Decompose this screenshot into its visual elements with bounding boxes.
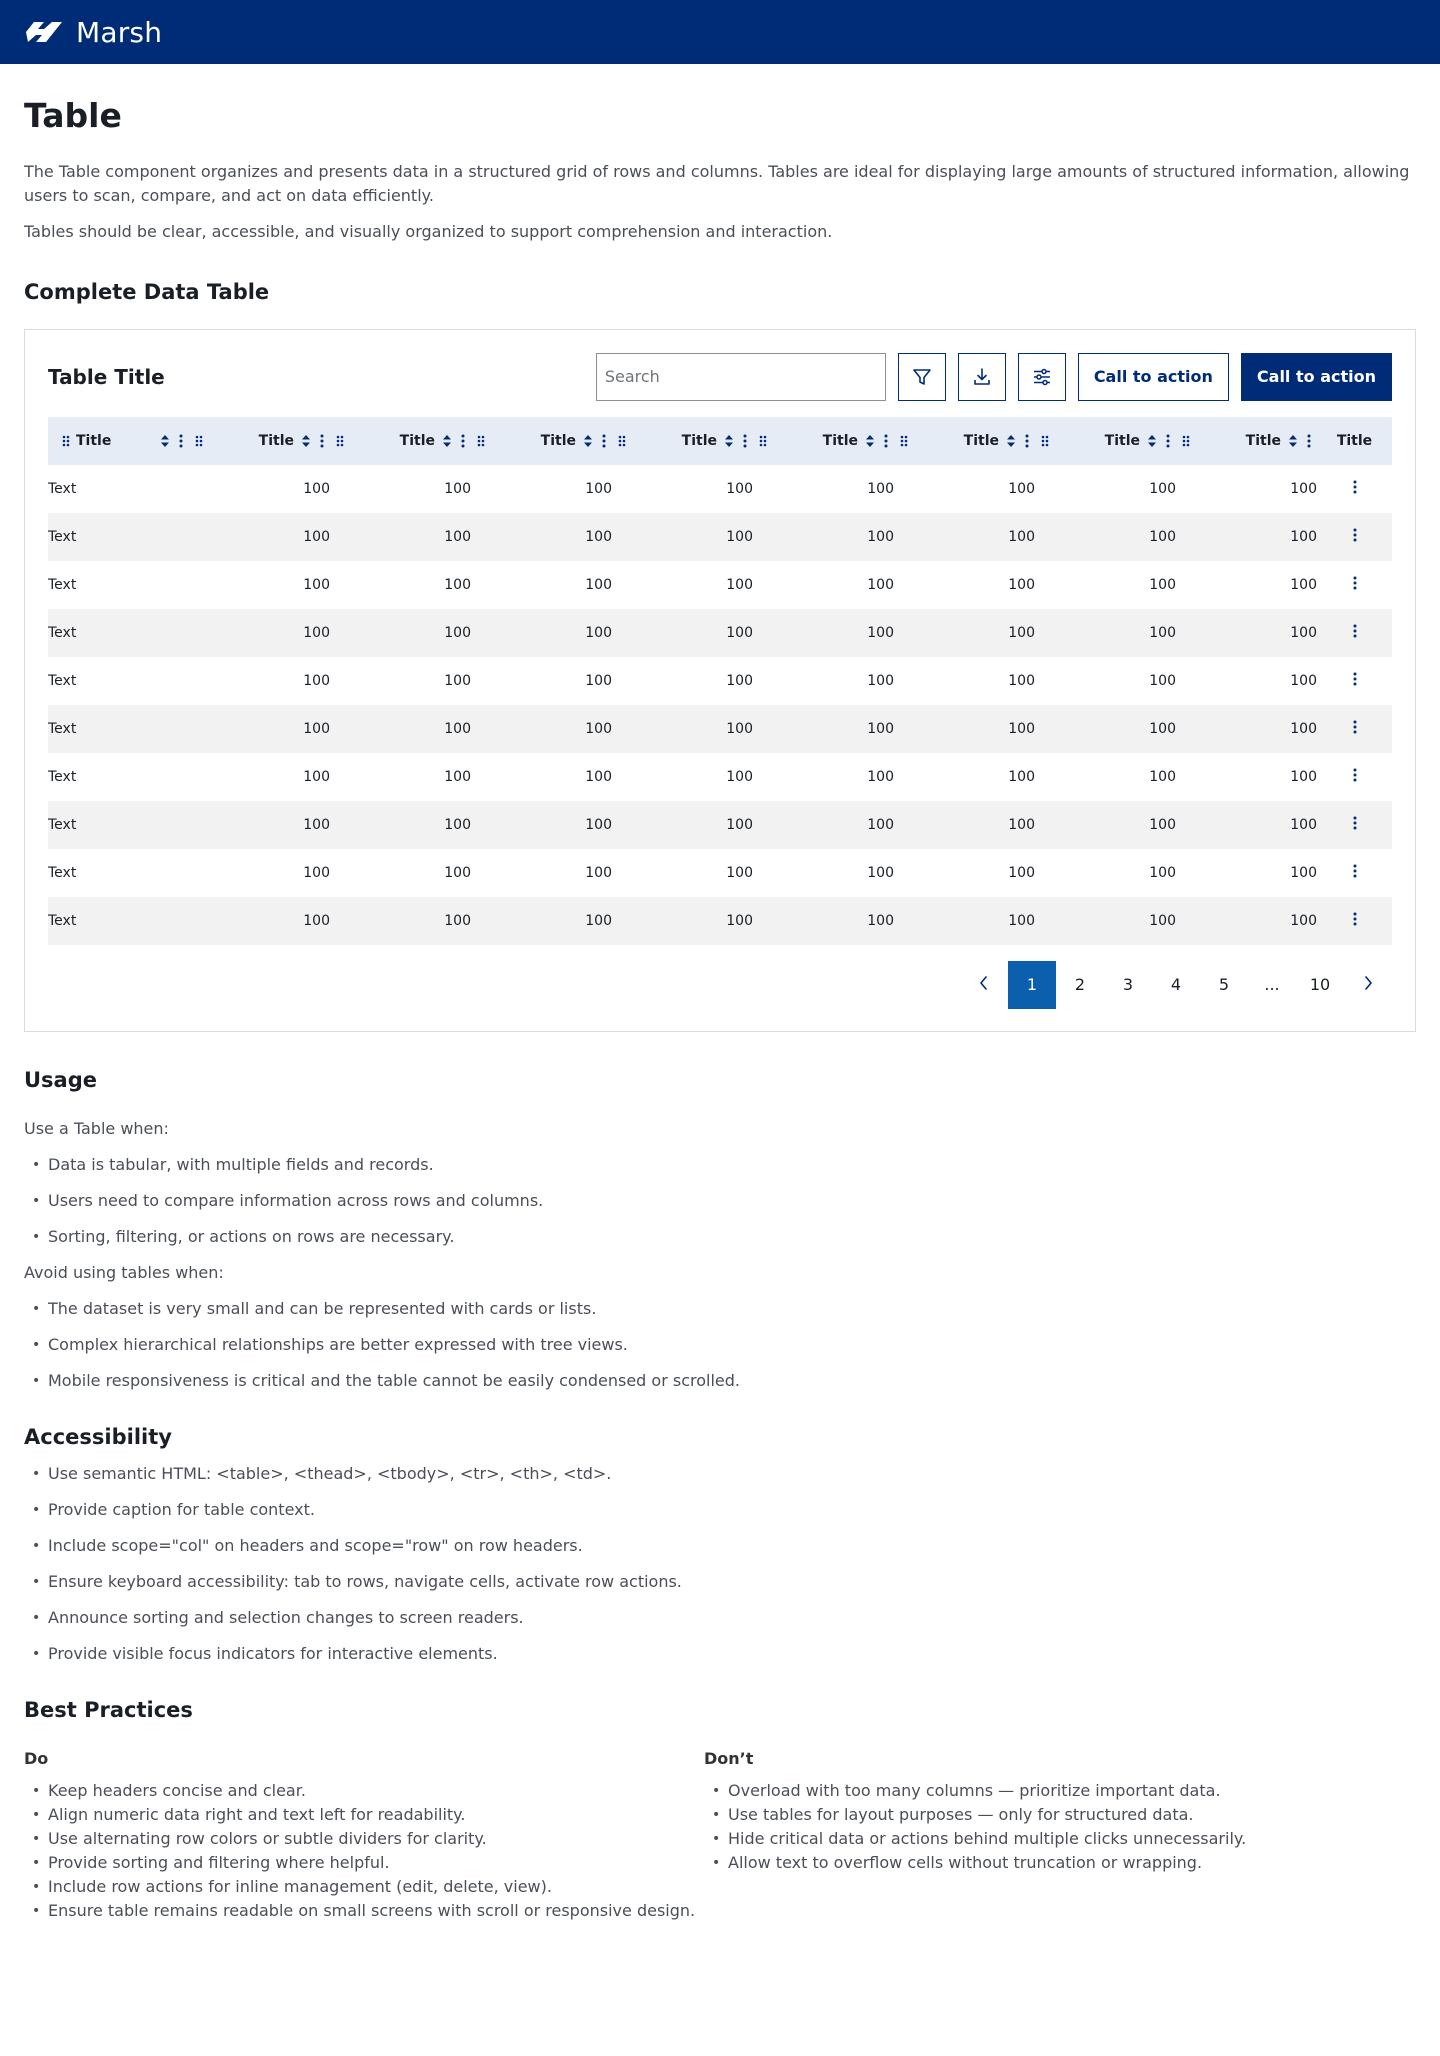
row-actions-icon[interactable] [1353, 864, 1357, 878]
drag-handle-icon[interactable] [62, 435, 70, 447]
column-menu-icon[interactable] [461, 434, 465, 448]
table-cell-text: Text [48, 513, 189, 561]
table-cell-number: 100 [585, 864, 612, 881]
main-content [0, 96, 1440, 2013]
column-header[interactable] [894, 417, 1035, 465]
table-cell-number: 100 [471, 801, 612, 849]
table-cell-number: 100 [303, 672, 330, 689]
column-header-content [189, 417, 330, 465]
intro-paragraph: Tables should be clear, accessible, and visually organized to support comprehension and interaction. [24, 221, 833, 241]
row-actions-icon[interactable] [1353, 672, 1357, 686]
table-cell-number: 100 [189, 513, 330, 561]
accessibility-list-item: • Announce sorting and selection changes to screen readers. [24, 1606, 1416, 1630]
table-cell-text: Text [48, 576, 77, 593]
table-cell-number: 100 [303, 768, 330, 785]
table-row[interactable] [48, 657, 1392, 705]
dont-list-item: • Allow text to overflow cells without truncation or wrapping. [704, 1851, 1384, 1875]
table-cell-number: 100 [1290, 480, 1317, 497]
usage-list-item: • Users need to compare information across rows and columns. [24, 1189, 1416, 1213]
row-actions-cell [1317, 657, 1392, 705]
table-cell-number: 100 [1149, 864, 1176, 881]
do-heading: Do [24, 1749, 49, 1769]
drag-handle-icon[interactable] [477, 435, 485, 447]
table-cell-number: 100 [612, 801, 753, 849]
settings-button[interactable] [1018, 353, 1066, 401]
table-cell-number: 100 [867, 480, 894, 497]
drag-handle-icon[interactable] [195, 435, 203, 447]
table-cell-number: 100 [189, 609, 330, 657]
table-row[interactable] [48, 753, 1392, 801]
table-cell-number: 100 [1149, 672, 1176, 689]
table-cell-number: 100 [1176, 705, 1317, 753]
column-header[interactable] [330, 417, 471, 465]
page-number-button[interactable]: 10 [1309, 975, 1331, 995]
chevron-left-icon [979, 975, 989, 994]
table-cell-text: Text [48, 672, 77, 689]
download-button[interactable] [958, 353, 1006, 401]
table-cell-number: 100 [1008, 576, 1035, 593]
table-cell-number: 100 [444, 768, 471, 785]
filter-icon [912, 367, 932, 387]
drag-handle-icon[interactable] [618, 435, 626, 447]
table-cell-number: 100 [612, 705, 753, 753]
table-title: Table Title [48, 364, 165, 389]
table-cell-number: 100 [612, 609, 753, 657]
column-menu-icon[interactable] [320, 434, 324, 448]
pagination [48, 961, 1392, 1009]
sort-icon[interactable] [1007, 435, 1015, 447]
column-header-label: Title [76, 432, 112, 449]
row-actions-cell [1317, 609, 1392, 657]
table-cell-number: 100 [894, 897, 1035, 945]
call-to-action-secondary-button[interactable]: Call to action [1078, 353, 1229, 401]
page-number-button[interactable]: 4 [1170, 975, 1182, 995]
column-header[interactable] [48, 417, 189, 465]
row-actions-cell [1317, 897, 1392, 945]
table-cell-number: 100 [1290, 672, 1317, 689]
table-cell-number: 100 [867, 864, 894, 881]
table-cell-number: 100 [726, 672, 753, 689]
table-row[interactable] [48, 897, 1392, 945]
row-actions-cell [1317, 561, 1392, 609]
do-list [24, 1779, 704, 1923]
table-cell-number: 100 [1008, 672, 1035, 689]
column-header[interactable] [612, 417, 753, 465]
page-title: Table [24, 96, 122, 135]
table-cell-number: 100 [1149, 768, 1176, 785]
column-header-label: Title [540, 432, 576, 449]
brand-name: Marsh [76, 15, 163, 49]
table-row[interactable] [48, 513, 1392, 561]
table-cell-text: Text [48, 768, 77, 785]
table-cell-number: 100 [1176, 513, 1317, 561]
top-bar [0, 0, 1440, 64]
do-list-item: • Align numeric data right and text left for readability. [24, 1803, 704, 1827]
sort-icon[interactable] [443, 435, 451, 447]
table-cell-number: 100 [1008, 864, 1035, 881]
section-title-accessibility: Accessibility [24, 1424, 172, 1449]
sort-icon[interactable] [1148, 435, 1156, 447]
table-cell-text: Text [48, 609, 189, 657]
page-number-button[interactable]: 5 [1218, 975, 1230, 995]
intro-paragraph: The Table component organizes and presents data in a structured grid of rows and columns. Tables are ideal for displaying large amounts of structured information, allowing users to scan, compare, and act on data efficiently. [24, 161, 1410, 205]
table-row[interactable] [48, 561, 1392, 609]
table-cell-number: 100 [753, 609, 894, 657]
column-menu-icon[interactable] [179, 434, 183, 448]
column-header-label: Title [681, 432, 717, 449]
usage-lead-text: Use a Table when: [24, 1118, 169, 1138]
table-cell-number: 100 [471, 513, 612, 561]
column-menu-icon[interactable] [1166, 434, 1170, 448]
brand-logo[interactable] [24, 16, 162, 49]
table-body [48, 465, 1392, 945]
marsh-logo-icon [24, 19, 66, 45]
call-to-action-primary-button[interactable]: Call to action [1241, 353, 1392, 401]
column-header[interactable] [1176, 417, 1317, 465]
row-actions-icon[interactable] [1353, 912, 1357, 926]
table-cell-text: Text [48, 480, 77, 497]
page-number-button[interactable]: 1 [1008, 961, 1056, 1009]
table-header-bar [48, 353, 1392, 401]
table-cell-number: 100 [330, 705, 471, 753]
column-header-label: Title [1104, 432, 1140, 449]
column-header-content [753, 417, 894, 465]
table-cell-number: 100 [1176, 897, 1317, 945]
table-cell-number: 100 [1035, 609, 1176, 657]
table-cell-number: 100 [303, 480, 330, 497]
table-cell-number: 100 [867, 672, 894, 689]
best-practices-grid [24, 1747, 1416, 1923]
row-actions-icon[interactable] [1353, 528, 1357, 542]
table-cell-number: 100 [303, 864, 330, 881]
table-cell-number: 100 [726, 480, 753, 497]
row-actions-icon[interactable] [1353, 816, 1357, 830]
table-cell-number: 100 [1008, 768, 1035, 785]
table-row[interactable] [48, 849, 1392, 897]
table-cell-number: 100 [1290, 768, 1317, 785]
table-cell-number: 100 [726, 576, 753, 593]
table-cell-number: 100 [1008, 480, 1035, 497]
accessibility-list-item: • Provide caption for table context. [24, 1498, 1416, 1522]
dont-list-item: • Hide critical data or actions behind multiple clicks unnecessarily. [704, 1827, 1384, 1851]
usage-use-list [24, 1153, 1416, 1249]
chevron-right-icon [1363, 975, 1373, 994]
accessibility-list-item: • Include scope="col" on headers and scope="row" on row headers. [24, 1534, 1416, 1558]
download-icon [972, 367, 992, 387]
do-column [24, 1747, 704, 1923]
table-cell-number: 100 [330, 609, 471, 657]
table-cell-number: 100 [585, 576, 612, 593]
table-cell-number: 100 [330, 513, 471, 561]
column-header-content [1035, 417, 1176, 465]
table-header-row [48, 417, 1392, 465]
dont-list-item: • Overload with too many columns — prioritize important data. [704, 1779, 1384, 1803]
column-header[interactable] [1035, 417, 1176, 465]
column-header-content [330, 417, 471, 465]
table-row[interactable] [48, 465, 1392, 513]
usage-list-item: • Sorting, filtering, or actions on rows are necessary. [24, 1225, 1416, 1249]
table-cell-number: 100 [1290, 576, 1317, 593]
table-cell-number: 100 [189, 801, 330, 849]
usage-list-item: • The dataset is very small and can be represented with cards or lists. [24, 1297, 1416, 1321]
do-list-item: • Use alternating row colors or subtle dividers for clarity. [24, 1827, 704, 1851]
column-header-label: Title [1245, 432, 1281, 449]
table-cell-number: 100 [894, 609, 1035, 657]
table-row[interactable] [48, 801, 1392, 849]
column-header-content [1176, 417, 1317, 465]
drag-handle-icon[interactable] [1041, 435, 1049, 447]
table-cell-number: 100 [753, 513, 894, 561]
accessibility-list-item: • Ensure keyboard accessibility: tab to rows, navigate cells, activate row actions. [24, 1570, 1416, 1594]
column-menu-icon[interactable] [743, 434, 747, 448]
page-number-button[interactable]: 2 [1074, 975, 1086, 995]
table-cell-number: 100 [612, 897, 753, 945]
table-cell-number: 100 [753, 897, 894, 945]
table-toolbar [596, 353, 1392, 401]
column-header-label: Title [1336, 432, 1373, 449]
column-header-content [48, 417, 189, 465]
table-cell-number: 100 [1176, 801, 1317, 849]
data-table [48, 417, 1392, 945]
sort-icon[interactable] [725, 435, 733, 447]
table-cell-number: 100 [471, 609, 612, 657]
accessibility-list-item: • Provide visible focus indicators for interactive elements. [24, 1642, 1416, 1666]
table-card [24, 329, 1416, 1032]
table-cell-number: 100 [189, 705, 330, 753]
column-header-content [894, 417, 1035, 465]
row-actions-icon[interactable] [1353, 576, 1357, 590]
column-header-content [1317, 417, 1392, 465]
section-title-complete-table: Complete Data Table [24, 279, 270, 304]
table-cell-number: 100 [444, 672, 471, 689]
table-cell-text: Text [48, 897, 189, 945]
column-header-label: Title [258, 432, 294, 449]
table-cell-number: 100 [1035, 513, 1176, 561]
table-cell-number: 100 [444, 576, 471, 593]
table-cell-number: 100 [894, 705, 1035, 753]
column-header-content [471, 417, 612, 465]
column-header[interactable] [189, 417, 330, 465]
row-actions-icon[interactable] [1353, 480, 1357, 494]
column-header-label: Title [822, 432, 858, 449]
dont-list-item: • Use tables for layout purposes — only for structured data. [704, 1803, 1384, 1827]
usage-avoid-list [24, 1297, 1416, 1393]
do-list-item: • Ensure table remains readable on small screens with scroll or responsive design. [24, 1899, 704, 1923]
usage-avoid-lead-text: Avoid using tables when: [24, 1262, 224, 1282]
drag-handle-icon[interactable] [1182, 435, 1190, 447]
column-menu-icon[interactable] [1025, 434, 1029, 448]
pagination-ellipsis: ... [1264, 975, 1280, 995]
column-menu-icon[interactable] [602, 434, 606, 448]
accessibility-list [24, 1462, 1416, 1666]
table-row[interactable] [48, 609, 1392, 657]
table-cell-number: 100 [330, 897, 471, 945]
table-cell-number: 100 [867, 576, 894, 593]
row-actions-icon[interactable] [1353, 720, 1357, 734]
dont-list [704, 1779, 1384, 1875]
usage-list-item: • Complex hierarchical relationships are better expressed with tree views. [24, 1333, 1416, 1357]
search-input[interactable] [596, 353, 886, 401]
drag-handle-icon[interactable] [336, 435, 344, 447]
table-cell-number: 100 [753, 705, 894, 753]
row-actions-cell [1317, 513, 1392, 561]
row-actions-cell [1317, 465, 1392, 513]
page-number-button[interactable]: 3 [1122, 975, 1134, 995]
do-list-item: • Keep headers concise and clear. [24, 1779, 704, 1803]
next-page-button[interactable] [1344, 961, 1392, 1009]
dont-column [704, 1747, 1384, 1923]
previous-page-button[interactable] [960, 961, 1008, 1009]
filter-button[interactable] [898, 353, 946, 401]
row-actions-icon[interactable] [1353, 768, 1357, 782]
accessibility-list-item: • Use semantic HTML: <table>, <thead>, <tbody>, <tr>, <th>, <td>. [24, 1462, 1416, 1486]
column-menu-icon[interactable] [884, 434, 888, 448]
table-cell-text: Text [48, 801, 189, 849]
column-header[interactable] [753, 417, 894, 465]
sort-icon[interactable] [866, 435, 874, 447]
settings-sliders-icon [1032, 367, 1052, 387]
do-list-item: • Provide sorting and filtering where helpful. [24, 1851, 704, 1875]
section-title-usage: Usage [24, 1067, 97, 1092]
row-actions-cell [1317, 849, 1392, 897]
table-cell-number: 100 [303, 576, 330, 593]
table-cell-number: 100 [444, 480, 471, 497]
table-cell-number: 100 [894, 513, 1035, 561]
table-cell-number: 100 [471, 897, 612, 945]
table-cell-number: 100 [726, 768, 753, 785]
sort-icon[interactable] [302, 435, 310, 447]
column-menu-icon[interactable] [1307, 434, 1311, 448]
column-header[interactable] [1317, 417, 1392, 465]
sort-icon[interactable] [1289, 435, 1297, 447]
table-cell-number: 100 [1290, 864, 1317, 881]
table-cell-number: 100 [1035, 801, 1176, 849]
row-actions-cell [1317, 753, 1392, 801]
table-cell-number: 100 [753, 801, 894, 849]
row-actions-cell [1317, 801, 1392, 849]
table-cell-number: 100 [585, 480, 612, 497]
table-cell-number: 100 [471, 705, 612, 753]
table-cell-number: 100 [189, 897, 330, 945]
table-cell-number: 100 [330, 801, 471, 849]
table-cell-number: 100 [1035, 705, 1176, 753]
drag-handle-icon[interactable] [759, 435, 767, 447]
table-cell-text: Text [48, 705, 189, 753]
usage-list-item: • Data is tabular, with multiple fields and records. [24, 1153, 1416, 1177]
table-cell-number: 100 [1176, 609, 1317, 657]
table-cell-number: 100 [894, 801, 1035, 849]
dont-heading: Don’t [704, 1749, 754, 1769]
table-cell-text: Text [48, 864, 77, 881]
table-cell-number: 100 [612, 513, 753, 561]
table-cell-number: 100 [867, 768, 894, 785]
row-actions-cell [1317, 705, 1392, 753]
table-cell-number: 100 [585, 672, 612, 689]
sort-icon[interactable] [161, 435, 169, 447]
column-header-label: Title [963, 432, 999, 449]
table-cell-number: 100 [585, 768, 612, 785]
table-cell-number: 100 [1035, 897, 1176, 945]
table-cell-number: 100 [1149, 480, 1176, 497]
table-cell-number: 100 [444, 864, 471, 881]
row-actions-icon[interactable] [1353, 624, 1357, 638]
table-cell-number: 100 [1149, 576, 1176, 593]
section-title-best-practices: Best Practices [24, 1698, 193, 1723]
column-header-content [612, 417, 753, 465]
table-row[interactable] [48, 705, 1392, 753]
page-bottom-spacer [24, 1923, 1416, 2013]
sort-icon[interactable] [584, 435, 592, 447]
do-list-item: • Include row actions for inline management (edit, delete, view). [24, 1875, 704, 1899]
usage-list-item: • Mobile responsiveness is critical and the table cannot be easily condensed or scrolled. [24, 1369, 1416, 1393]
table-cell-number: 100 [726, 864, 753, 881]
drag-handle-icon[interactable] [900, 435, 908, 447]
column-header-label: Title [399, 432, 435, 449]
column-header[interactable] [471, 417, 612, 465]
